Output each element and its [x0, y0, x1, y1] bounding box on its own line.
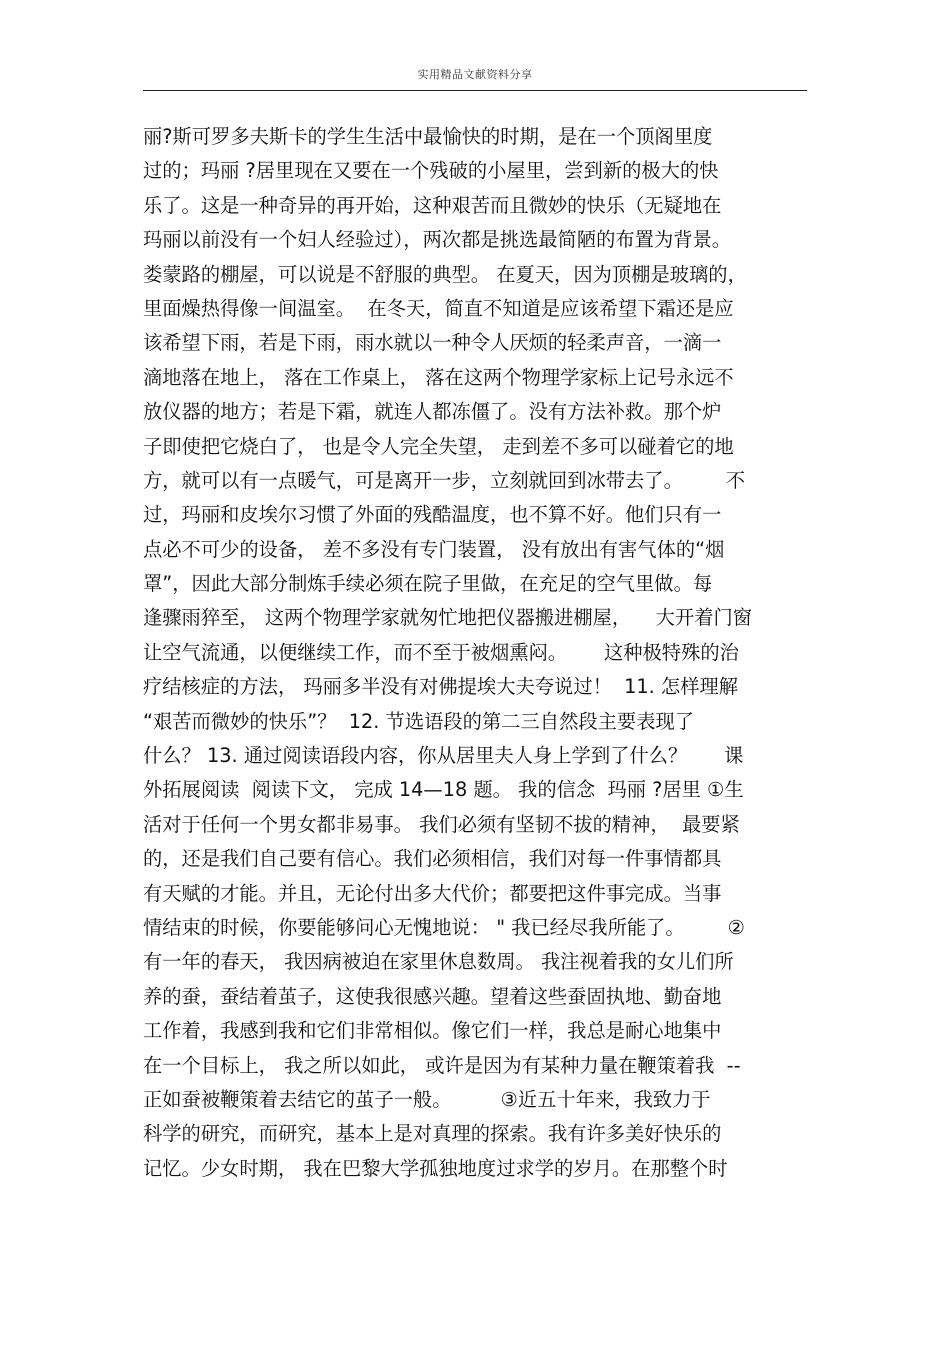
text-line: 玛丽以前没有一个妇人经验过），两次都是挑选最简陋的布置为背景。	[143, 228, 732, 252]
text-line: 丽?斯可罗多夫斯卡的学生生活中最愉快的时期，是在一个顶阁里度	[143, 125, 713, 148]
text-line: 情结束的时候，你要能够问心无愧地说： " 我已经尽我所能了。 ②	[143, 915, 745, 939]
text-line: 疗结核症的方法， 玛丽多半没有对佛提埃大夫夸说过！ 11. 怎样理解	[143, 675, 739, 699]
text-line: 有一年的春天， 我因病被迫在家里休息数周。 我注视着我的女儿们所	[143, 950, 734, 974]
text-line: 该希望下雨，若是下雨，雨水就以一种令人厌烦的轻柔声音，一滴一	[143, 331, 722, 355]
text-line: 方，就可以有一点暖气，可是离开一步，立刻就回到冰带去了。 不	[143, 468, 746, 492]
text-line: 过的；玛丽 ?居里现在又要在一个残破的小屋里，尝到新的极大的快	[143, 159, 719, 183]
text-line: 正如蚕被鞭策着去结它的茧子一般。 ③近五十年来，我致力于	[143, 1087, 711, 1111]
header-divider	[143, 90, 807, 91]
text-line: 活对于任何一个男女都非易事。 我们必须有坚韧不拔的精神， 最要紧	[143, 812, 740, 836]
text-line: 逢骤雨猝至， 这两个物理学家就匆忙地把仪器搬进棚屋， 大开着门窗	[143, 606, 753, 630]
text-line: 外拓展阅读 阅读下文， 完成 14—18 题。 我的信念 玛丽 ?居里 ①生	[143, 778, 744, 802]
text-line: 养的蚕，蚕结着茧子，这使我很感兴趣。望着这些蚕固执地、勤奋地	[143, 984, 722, 1008]
text-line: 记忆。少女时期， 我在巴黎大学孤独地度过求学的岁月。在那整个时	[143, 1156, 728, 1180]
text-line: 乐了。这是一种奇异的再开始，这种艰苦而且微妙的快乐（无疑地在	[143, 193, 722, 217]
text-line: 有天赋的才能。并且，无论付出多大代价；都要把这件事完成。当事	[143, 881, 722, 905]
text-line: 放仪器的地方；若是下霜，就连人都冻僵了。没有方法补救。那个炉	[143, 400, 722, 424]
text-line: 在一个目标上， 我之所以如此， 或许是因为有某种力量在鞭策着我 --	[143, 1053, 741, 1077]
text-line: 点必不可少的设备， 差不多没有专门装置， 没有放出有害气体的“烟	[143, 537, 725, 561]
text-line: 娄蒙路的棚屋，可以说是不舒服的典型。 在夏天，因为顶棚是玻璃的，	[143, 262, 747, 286]
text-line: “艰苦而微妙的快乐”？ 12. 节选语段的第二三自然段主要表现了	[143, 709, 695, 733]
text-line: 滴地落在地上， 落在工作桌上， 落在这两个物理学家标上记号永远不	[143, 365, 734, 389]
text-line: 罩”，因此大部分制炼手续必须在院子里做，在充足的空气里做。每	[143, 572, 713, 596]
text-line: 工作着，我感到我和它们非常相似。像它们一样，我总是耐心地集中	[143, 1019, 722, 1043]
text-line: 过，玛丽和皮埃尔习惯了外面的残酷温度，也不算不好。他们只有一	[143, 503, 722, 527]
text-line: 里面燥热得像一间温室。 在冬天，简直不知道是应该希望下霜还是应	[143, 296, 734, 320]
body-text	[143, 120, 807, 1186]
page-header	[143, 62, 807, 92]
text-line: 子即使把它烧白了， 也是令人完全失望， 走到差不多可以碰着它的地	[143, 434, 734, 458]
text-line: 科学的研究，而研究，基本上是对真理的探索。我有许多美好快乐的	[143, 1122, 722, 1146]
header-title: 实用精品文献资料分享	[417, 68, 533, 81]
text-line: 什么？ 13. 通过阅读语段内容，你从居里夫人身上学到了什么？ 课	[143, 744, 744, 768]
text-line: 让空气流通，以便继续工作，而不至于被烟熏闷。 这种极特殊的治	[143, 640, 739, 664]
text-line: 的，还是我们自己要有信心。我们必须相信，我们对每一件事情都具	[143, 847, 722, 871]
